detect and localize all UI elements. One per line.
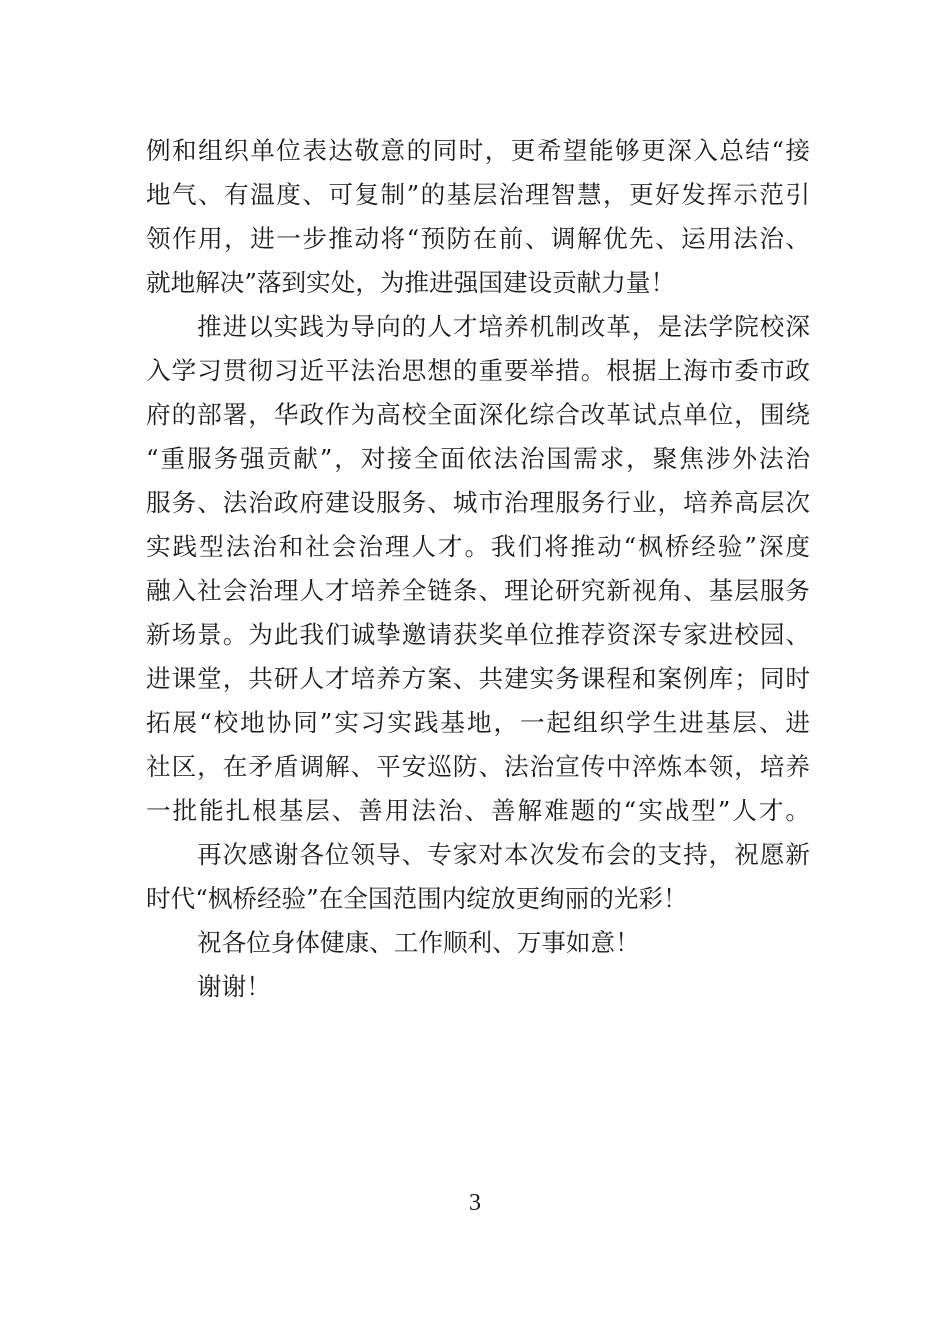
paragraph-2-line-4: “重服务强贡献”，对接全面依法治国需求，聚焦涉外法治 [146, 444, 810, 473]
paragraph-1-line-1: 例和组织单位表达敬意的同时，更希望能够更深入总结“接 [146, 136, 810, 165]
paragraph-2-line-8: 新场景。为此我们诚挚邀请获奖单位推荐资深专家进校园、 [146, 620, 810, 649]
paragraph-2-line-1: 推进以实践为导向的人才培养机制改革，是法学院校深 [197, 312, 810, 341]
paragraph-2-line-3: 府的部署，华政作为高校全面深化综合改革试点单位，围绕 [146, 400, 810, 429]
paragraph-2-line-12: 一批能扎根基层、善用法治、善解难题的“实战型”人才。 [146, 796, 810, 825]
paragraph-2-line-2: 入学习贯彻习近平法治思想的重要举措。根据上海市委市政 [146, 356, 810, 385]
paragraph-2-line-6: 实践型法治和社会治理人才。我们将推动“枫桥经验”深度 [146, 532, 810, 561]
paragraph-3-line-2: 时代“枫桥经验”在全国范围内绽放更绚丽的光彩！ [146, 884, 688, 913]
paragraph-1-line-2: 地气、有温度、可复制”的基层治理智慧，更好发挥示范引 [146, 180, 810, 209]
paragraph-2-line-9: 进课堂，共研人才培养方案、共建实务课程和案例库；同时 [146, 664, 810, 693]
paragraph-1-line-3: 领作用，进一步推动将“预防在前、调解优先、运用法治、 [146, 224, 810, 253]
paragraph-2-line-10: 拓展“校地协同”实习实践基地，一起组织学生进基层、进 [146, 708, 810, 737]
paragraph-2-line-11: 社区，在矛盾调解、平安巡防、法治宣传中淬炼本领，培养 [146, 752, 810, 781]
paragraph-2-line-5: 服务、法治政府建设服务、城市治理服务行业，培养高层次 [146, 488, 810, 517]
paragraph-1-line-4: 就地解决”落到实处，为推进强国建设贡献力量！ [146, 268, 676, 297]
paragraph-4-line-1: 祝各位身体健康、工作顺利、万事如意！ [197, 928, 640, 957]
paragraph-3-line-1: 再次感谢各位领导、专家对本次发布会的支持，祝愿新 [197, 840, 810, 869]
paragraph-5-line-1: 谢谢！ [197, 972, 271, 1001]
paragraph-2-line-7: 融入社会治理人才培养全链条、理论研究新视角、基层服务 [146, 576, 810, 605]
page-number: 3 [469, 1190, 481, 1216]
